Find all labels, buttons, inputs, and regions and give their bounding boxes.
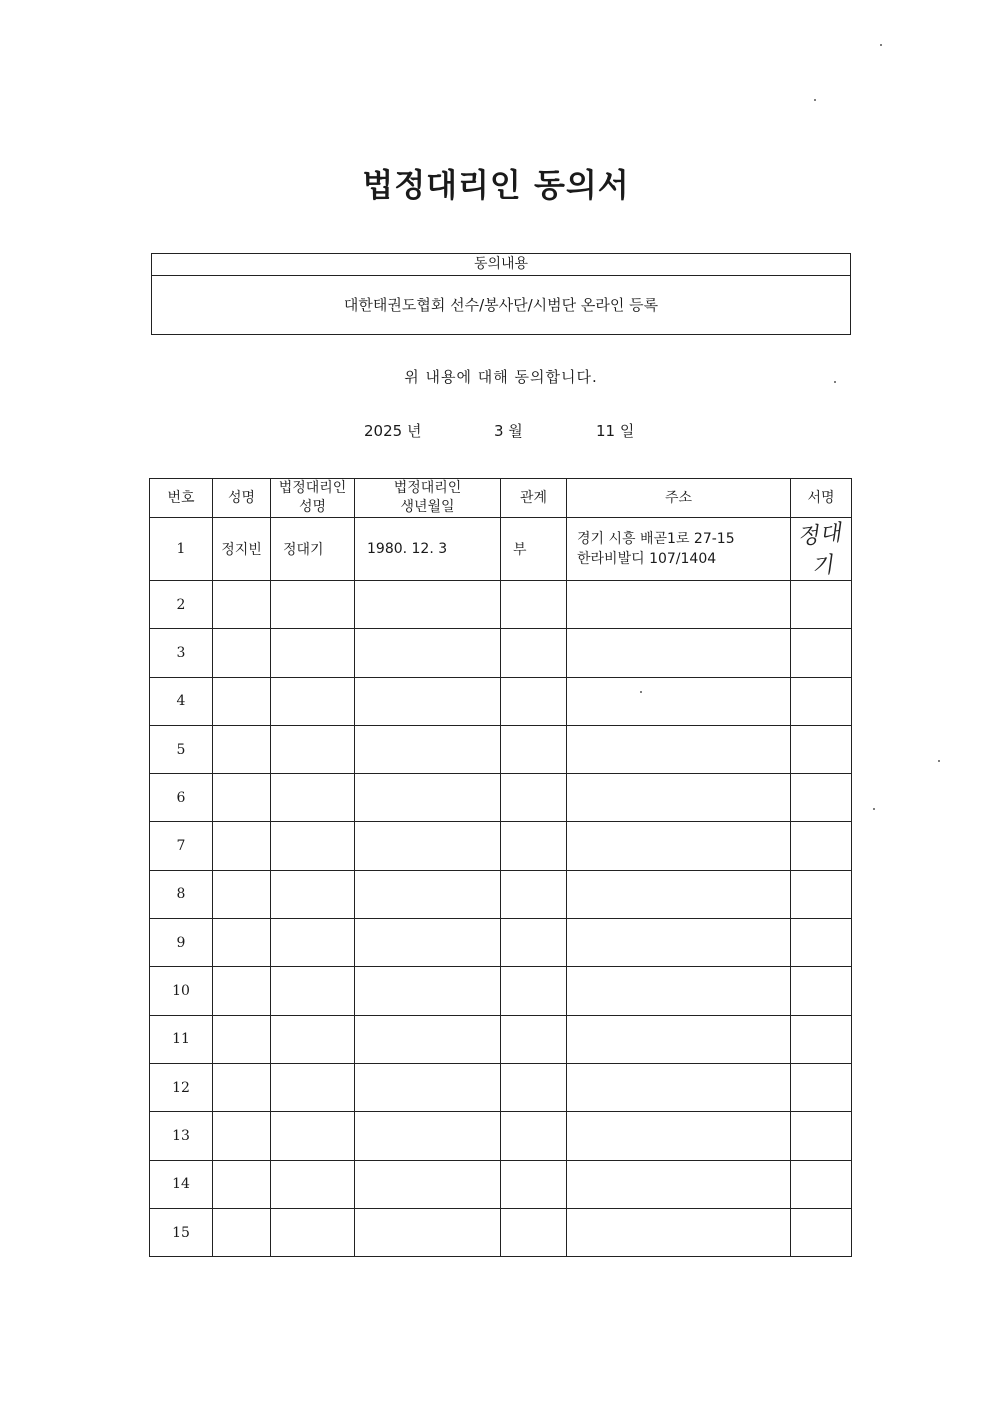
- date-day: 11 일: [596, 422, 635, 440]
- cell-guardian-birth: [355, 870, 501, 918]
- table-row: [150, 581, 852, 629]
- cell-guardian-name: [271, 1112, 355, 1160]
- guardian-table: [149, 478, 852, 1257]
- scan-speck: [873, 808, 875, 810]
- cell-signature: [791, 581, 852, 629]
- agreement-statement: 위 내용에 대해 동의합니다.: [404, 368, 598, 386]
- cell-guardian-birth: [355, 629, 501, 677]
- cell-relation: [501, 774, 567, 822]
- address-line-2: 한라비발디 107/1404: [577, 551, 717, 567]
- cell-relation: [501, 967, 567, 1015]
- cell-relation: 부: [501, 518, 567, 581]
- cell-address: [567, 919, 791, 967]
- cell-guardian-birth: [355, 967, 501, 1015]
- header-name: 성명: [213, 479, 271, 518]
- cell-guardian-birth: [355, 774, 501, 822]
- table-row: [150, 725, 852, 773]
- cell-signature: [791, 1208, 852, 1256]
- cell-address: [567, 967, 791, 1015]
- cell-guardian-birth: [355, 725, 501, 773]
- cell-name: [213, 1063, 271, 1111]
- cell-name: [213, 870, 271, 918]
- cell-no: 15: [150, 1208, 213, 1256]
- cell-signature: [791, 870, 852, 918]
- date-month: 3 월: [494, 422, 523, 440]
- cell-relation: [501, 870, 567, 918]
- cell-signature: [791, 1112, 852, 1160]
- cell-signature: [791, 774, 852, 822]
- cell-relation: [501, 1015, 567, 1063]
- cell-no: 11: [150, 1015, 213, 1063]
- table-row: [150, 822, 852, 870]
- header-address: 주소: [567, 479, 791, 518]
- cell-no: 13: [150, 1112, 213, 1160]
- cell-relation: [501, 1208, 567, 1256]
- cell-no: 7: [150, 822, 213, 870]
- cell-guardian-name: [271, 870, 355, 918]
- cell-guardian-name: [271, 774, 355, 822]
- table-row: [150, 518, 852, 581]
- cell-signature: [791, 1160, 852, 1208]
- cell-signature: [791, 518, 852, 581]
- header-guardian-name-line1: 법정대리인: [278, 480, 347, 496]
- header-guardian-birth-line1: 법정대리인: [393, 480, 462, 496]
- cell-guardian-birth: [355, 1160, 501, 1208]
- cell-name: [213, 1160, 271, 1208]
- cell-signature: [791, 725, 852, 773]
- cell-relation: [501, 581, 567, 629]
- cell-relation: [501, 1112, 567, 1160]
- cell-relation: [501, 1160, 567, 1208]
- cell-no: 10: [150, 967, 213, 1015]
- cell-name: [213, 581, 271, 629]
- cell-no: 8: [150, 870, 213, 918]
- cell-signature: [791, 967, 852, 1015]
- table-row: [150, 677, 852, 725]
- cell-guardian-name: [271, 1208, 355, 1256]
- cell-no: 3: [150, 629, 213, 677]
- scan-speck: [880, 44, 882, 46]
- cell-guardian-name: [271, 629, 355, 677]
- cell-address: [567, 629, 791, 677]
- cell-guardian-birth: 1980. 12. 3: [355, 518, 501, 581]
- cell-name: [213, 822, 271, 870]
- header-guardian-name: [271, 479, 355, 518]
- scan-speck: [834, 381, 836, 383]
- header-guardian-birth-line2: 생년월일: [400, 499, 455, 515]
- cell-relation: [501, 919, 567, 967]
- cell-relation: [501, 725, 567, 773]
- cell-name: [213, 677, 271, 725]
- address-line-1: 경기 시흥 배곧1로 27-15: [577, 531, 735, 547]
- cell-guardian-name: [271, 967, 355, 1015]
- consent-box: [151, 253, 851, 335]
- table-row: [150, 967, 852, 1015]
- cell-name: [213, 1208, 271, 1256]
- cell-signature: [791, 677, 852, 725]
- cell-name: [213, 1112, 271, 1160]
- table-header-row: [150, 479, 852, 518]
- date-year: 2025 년: [364, 422, 422, 440]
- cell-signature: [791, 822, 852, 870]
- cell-guardian-name: [271, 822, 355, 870]
- cell-name: 정지빈: [213, 518, 271, 581]
- cell-address: [567, 1208, 791, 1256]
- cell-guardian-name: [271, 581, 355, 629]
- header-relation: 관계: [501, 479, 567, 518]
- cell-no: 6: [150, 774, 213, 822]
- cell-relation: [501, 677, 567, 725]
- consent-header: 동의내용: [152, 254, 850, 276]
- scan-speck: [640, 691, 642, 693]
- cell-signature: [791, 919, 852, 967]
- cell-name: [213, 967, 271, 1015]
- cell-no: 9: [150, 919, 213, 967]
- header-guardian-birth: [355, 479, 501, 518]
- cell-guardian-name: [271, 919, 355, 967]
- cell-guardian-birth: [355, 1208, 501, 1256]
- consent-content: 대한태권도협회 선수/봉사단/시범단 온라인 등록: [343, 296, 659, 314]
- cell-signature: [791, 629, 852, 677]
- table-row: [150, 1015, 852, 1063]
- cell-guardian-name: [271, 725, 355, 773]
- cell-address: [567, 1063, 791, 1111]
- cell-signature: [791, 1015, 852, 1063]
- cell-address: [567, 1160, 791, 1208]
- table-row: [150, 1208, 852, 1256]
- handwritten-signature: 정대기: [796, 520, 844, 581]
- cell-relation: [501, 629, 567, 677]
- header-signature: 서명: [791, 479, 852, 518]
- table-row: [150, 1112, 852, 1160]
- cell-guardian-name: [271, 677, 355, 725]
- cell-no: 1: [150, 518, 213, 581]
- cell-name: [213, 919, 271, 967]
- cell-guardian-birth: [355, 919, 501, 967]
- cell-no: 14: [150, 1160, 213, 1208]
- cell-address: [567, 518, 791, 581]
- table-row: [150, 870, 852, 918]
- scan-speck: [938, 760, 940, 762]
- cell-guardian-birth: [355, 1015, 501, 1063]
- cell-no: 4: [150, 677, 213, 725]
- cell-address: [567, 581, 791, 629]
- cell-relation: [501, 822, 567, 870]
- cell-guardian-name: [271, 1160, 355, 1208]
- cell-address: [567, 677, 791, 725]
- cell-guardian-birth: [355, 822, 501, 870]
- cell-address: [567, 870, 791, 918]
- table-row: [150, 919, 852, 967]
- cell-name: [213, 774, 271, 822]
- cell-name: [213, 629, 271, 677]
- table-row: [150, 1160, 852, 1208]
- cell-guardian-birth: [355, 1112, 501, 1160]
- table-row: [150, 774, 852, 822]
- cell-address: [567, 1015, 791, 1063]
- cell-guardian-name: [271, 1063, 355, 1111]
- cell-guardian-name: 정대기: [271, 518, 355, 581]
- cell-name: [213, 1015, 271, 1063]
- cell-guardian-birth: [355, 581, 501, 629]
- cell-address: [567, 822, 791, 870]
- cell-no: 5: [150, 725, 213, 773]
- header-no: 번호: [150, 479, 213, 518]
- cell-signature: [791, 1063, 852, 1111]
- cell-address: [567, 1112, 791, 1160]
- table-row: [150, 1063, 852, 1111]
- cell-no: 12: [150, 1063, 213, 1111]
- header-guardian-name-line2: 성명: [298, 499, 327, 515]
- cell-guardian-birth: [355, 1063, 501, 1111]
- cell-guardian-name: [271, 1015, 355, 1063]
- cell-guardian-birth: [355, 677, 501, 725]
- cell-relation: [501, 1063, 567, 1111]
- table-row: [150, 629, 852, 677]
- cell-address: [567, 774, 791, 822]
- scan-speck: [814, 99, 816, 101]
- cell-name: [213, 725, 271, 773]
- cell-no: 2: [150, 581, 213, 629]
- cell-address: [567, 725, 791, 773]
- document-title: 법정대리인 동의서: [362, 166, 630, 204]
